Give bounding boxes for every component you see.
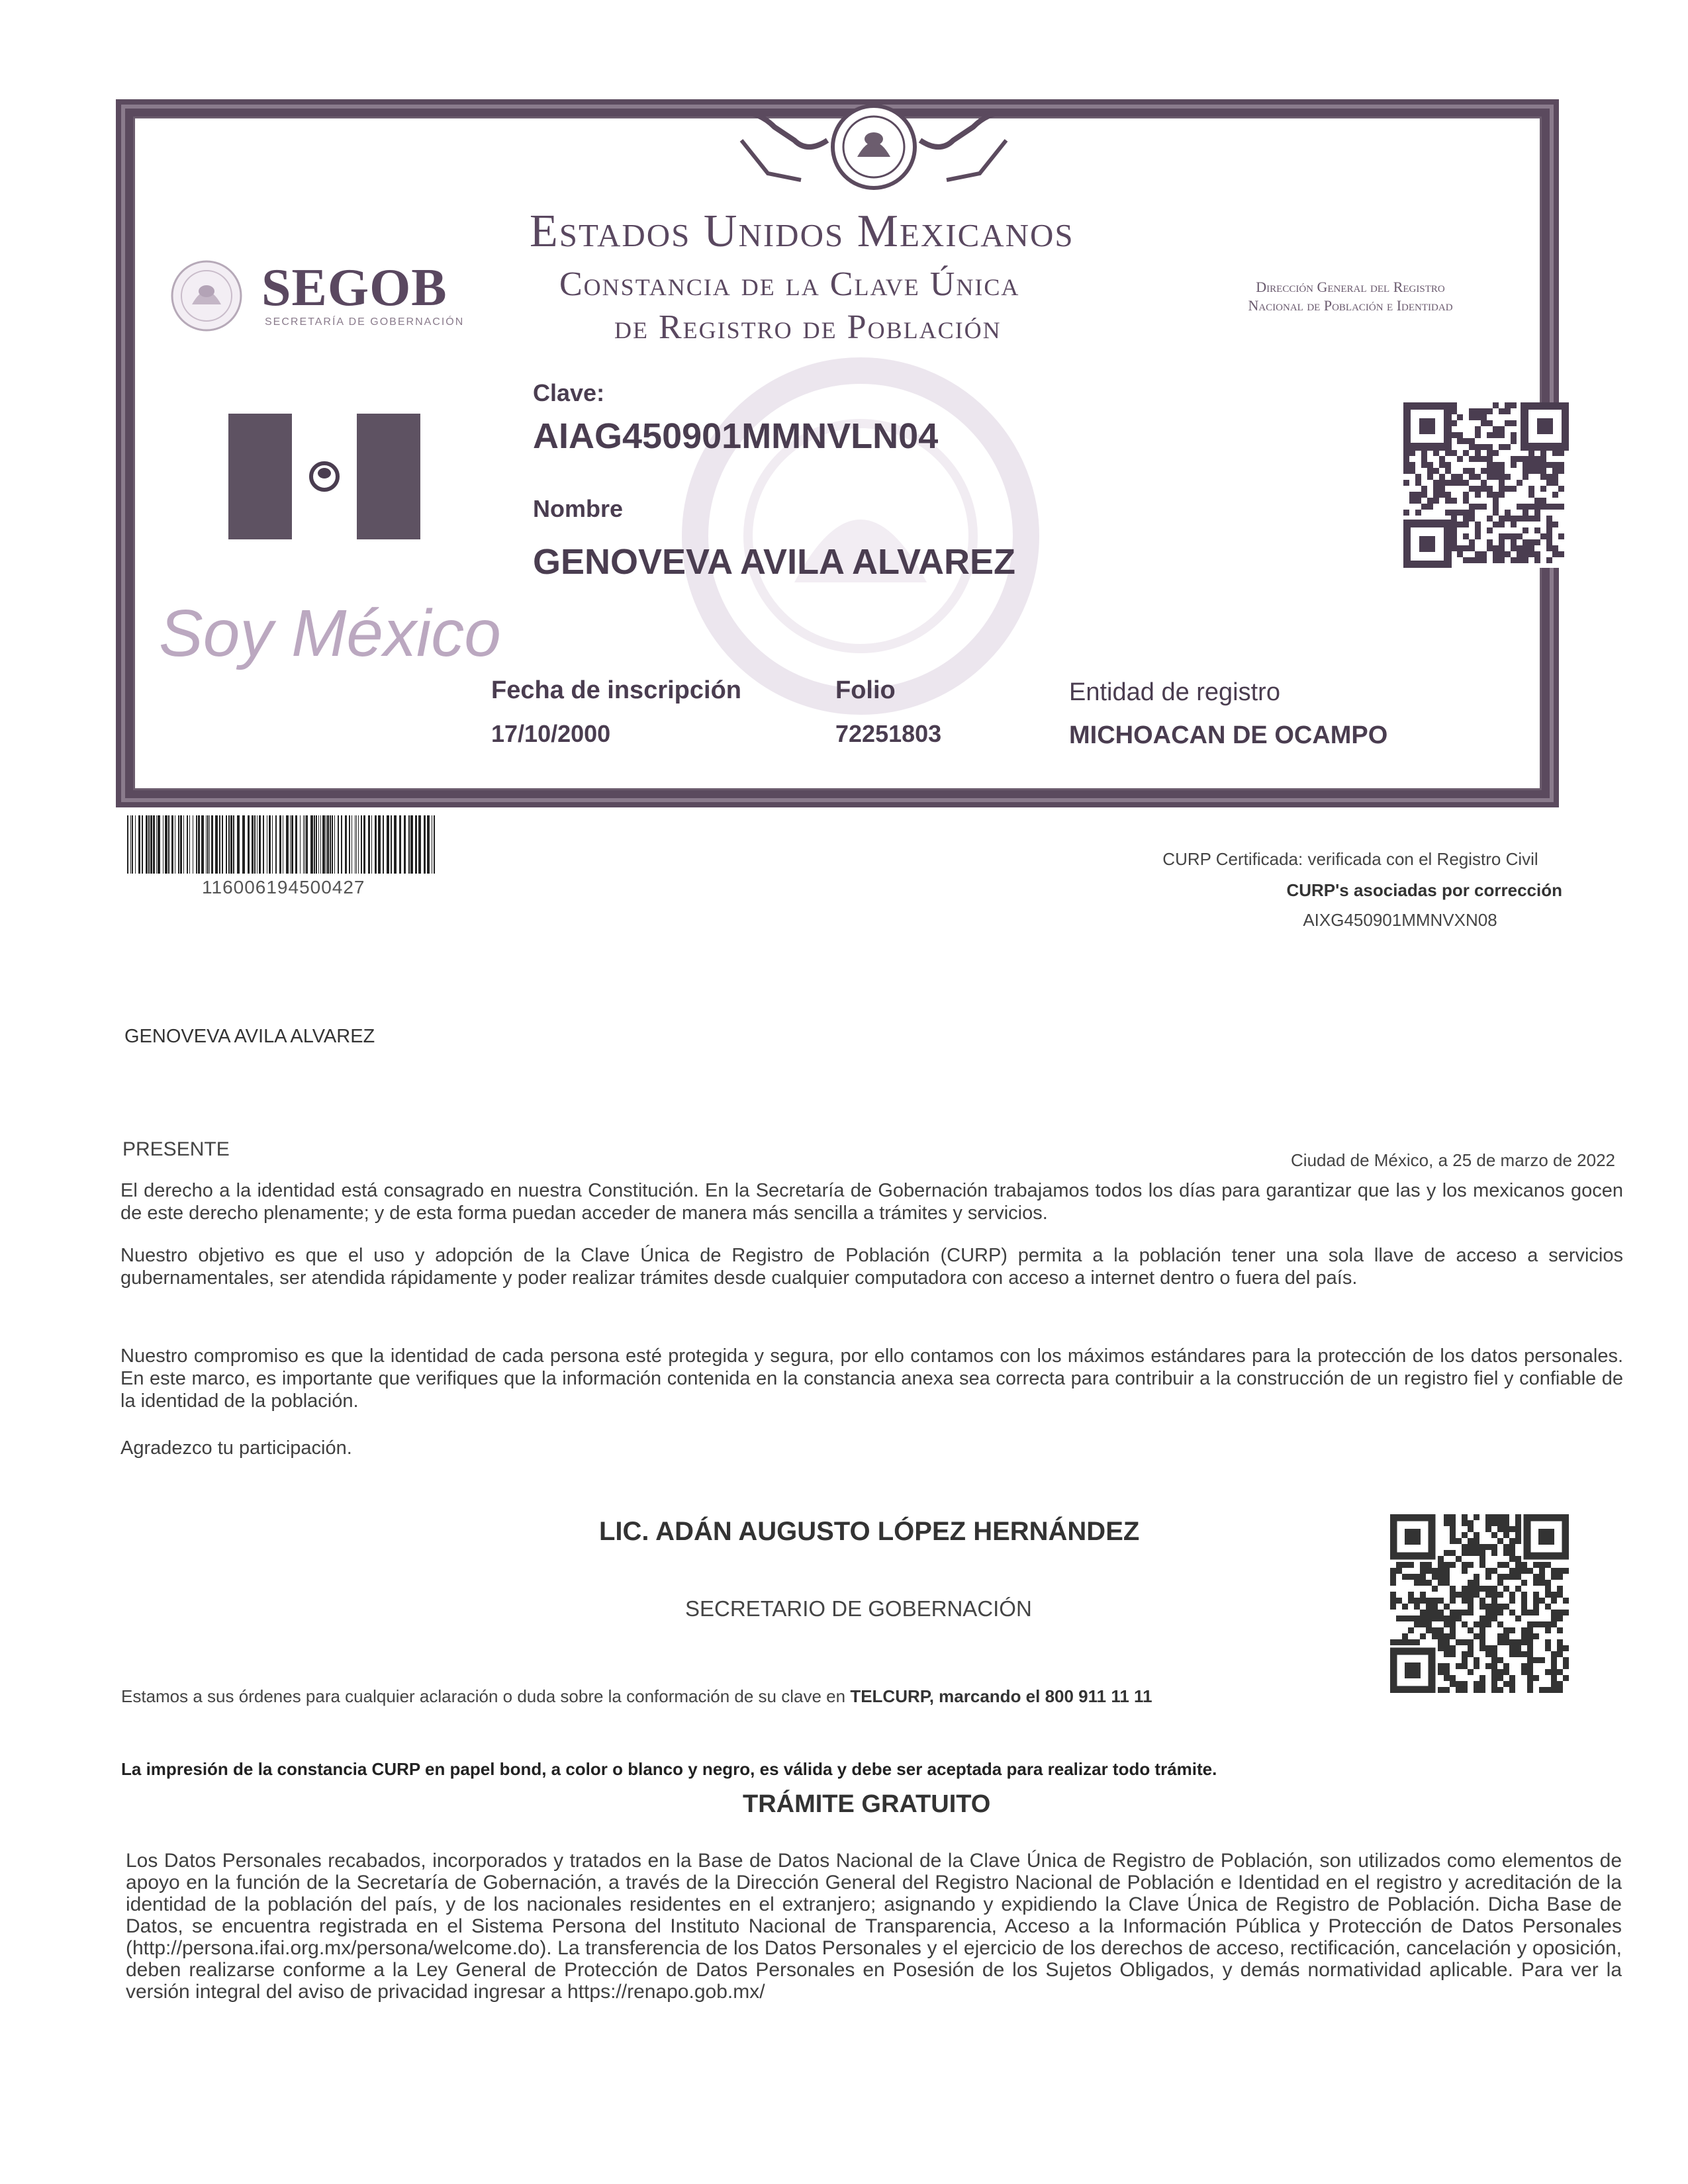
directorate-name: Dirección General del Registro Nacional de Población e Identidad bbox=[1248, 279, 1453, 314]
nombre-value: GENOVEVA AVILA ALVAREZ bbox=[533, 542, 1016, 582]
segob-logo-text: SEGOB bbox=[261, 259, 447, 317]
folio-value: 72251803 bbox=[835, 720, 942, 747]
coat-of-arms-emblem-icon bbox=[715, 101, 1033, 200]
entidad-label: Entidad de registro bbox=[1069, 678, 1280, 706]
segob-subtitle: SECRETARÍA DE GOBERNACIÓN bbox=[265, 316, 465, 328]
validity-notice: La impresión de la constancia CURP en papel bond, a color o blanco y negro, es válida y debe ser aceptada para realizar todo trámite. bbox=[121, 1759, 1217, 1779]
document-title-line-2: de Registro de Población bbox=[614, 308, 1002, 346]
contact-line bbox=[121, 1686, 1152, 1707]
curp-associated-value: AIXG450901MMNVXN08 bbox=[1303, 910, 1497, 930]
telcurp-phone: TELCURP, marcando el 800 911 11 11 bbox=[850, 1686, 1152, 1706]
barcode-number: 116006194500427 bbox=[202, 877, 365, 897]
greeting: PRESENTE bbox=[122, 1138, 230, 1160]
slogan-soy-mexico: Soy México bbox=[159, 596, 501, 670]
recipient-name: GENOVEVA AVILA ALVAREZ bbox=[124, 1026, 375, 1047]
qr-code-icon bbox=[1390, 1514, 1569, 1693]
contact-text: Estamos a sus órdenes para cualquier aclaración o duda sobre la conformación de su clave en bbox=[121, 1686, 851, 1706]
letter-thanks: Agradezco tu participación. bbox=[120, 1437, 352, 1459]
country-title: Estados Unidos Mexicanos bbox=[530, 206, 1074, 257]
letter-paragraph-3: Nuestro compromiso es que la identidad de cada persona esté protegida y segura, por ello contamos con los máximos estándares para la protección de los datos personales. En este marco, es importante que verifiques que la información contenida en la constancia anexa sea correcta para contribuir a la construcción de un registro fiel y confiable de la identidad de la población. bbox=[120, 1345, 1623, 1412]
privacy-notice: Los Datos Personales recabados, incorporados y tratados en la Base de Datos Nacional de la Clave Única de Registro de Población, son utilizados como elementos de apoyo en la función de la Secretaría de Gobernación, a través de la Dirección General del Registro Nacional de Población e Identidad en el registro y acreditación de la identidad de la población del país, y de los nacionales residentes en el extranjero; asignando y expidiendo la Clave Única de Registro de Población. Dicha Base de Datos, se encuentra registrada en el Sistema Persona del Instituto Nacional de Transparencia, Acceso a la Información Pública y Protección de Datos Personales (http://persona.ifai.org.mx/persona/welcome.do). La transferencia de los Datos Personales y el ejercicio de los derechos de acceso, rectificación, cancelación y oposición, deben realizarse conforme a la Ley General de Protección de Datos Personales en Posesión de los Sujetos Obligados, y demás normatividad aplicable. Para ver la versión integral del aviso de privacidad ingresar a https://renapo.gob.mx/ bbox=[126, 1850, 1622, 2003]
fecha-inscripcion-label: Fecha de inscripción bbox=[491, 676, 741, 704]
qr-code-icon bbox=[1403, 402, 1569, 568]
fecha-inscripcion-value: 17/10/2000 bbox=[491, 720, 611, 747]
watermark-seal-icon bbox=[649, 344, 1072, 728]
entidad-value: MICHOACAN DE OCAMPO bbox=[1069, 721, 1388, 749]
clave-value: AIAG450901MMNVLN04 bbox=[533, 416, 939, 456]
place-date: Ciudad de México, a 25 de marzo de 2022 bbox=[1291, 1150, 1615, 1170]
letter-paragraph-1: El derecho a la identidad está consagrado en nuestra Constitución. En la Secretaría de Gobernación trabajamos todos los días para garantizar que las y los mexicanos gocen de este derecho plenamente; y de esta forma puedan acceder de manera más sencilla a trámites y servicios. bbox=[120, 1180, 1623, 1224]
signer-title: SECRETARIO DE GOBERNACIÓN bbox=[685, 1596, 1032, 1621]
curp-certified-note: CURP Certificada: verificada con el Registro Civil bbox=[1162, 849, 1538, 869]
curp-associated-label: CURP's asociadas por corrección bbox=[1286, 880, 1562, 900]
segob-seal-icon bbox=[169, 258, 245, 334]
folio-label: Folio bbox=[835, 676, 896, 704]
nombre-label: Nombre bbox=[533, 495, 624, 522]
signer-name: LIC. ADÁN AUGUSTO LÓPEZ HERNÁNDEZ bbox=[599, 1517, 1140, 1546]
letter-paragraph-2: Nuestro objetivo es que el uso y adopción de la Clave Única de Registro de Población (CURP) permita a la población tener una sola llave de acceso a servicios gubernamentales, ser atendida rápidamente y poder realizar trámites desde cualquier computadora con acceso a internet dentro o fuera del país. bbox=[120, 1245, 1623, 1289]
clave-label: Clave: bbox=[533, 379, 605, 406]
free-procedure-label: TRÁMITE GRATUITO bbox=[743, 1790, 991, 1818]
barcode-icon bbox=[127, 815, 438, 874]
mexican-flag-icon bbox=[228, 414, 420, 539]
document-title-line-1: Constancia de la Clave Única bbox=[559, 265, 1020, 303]
